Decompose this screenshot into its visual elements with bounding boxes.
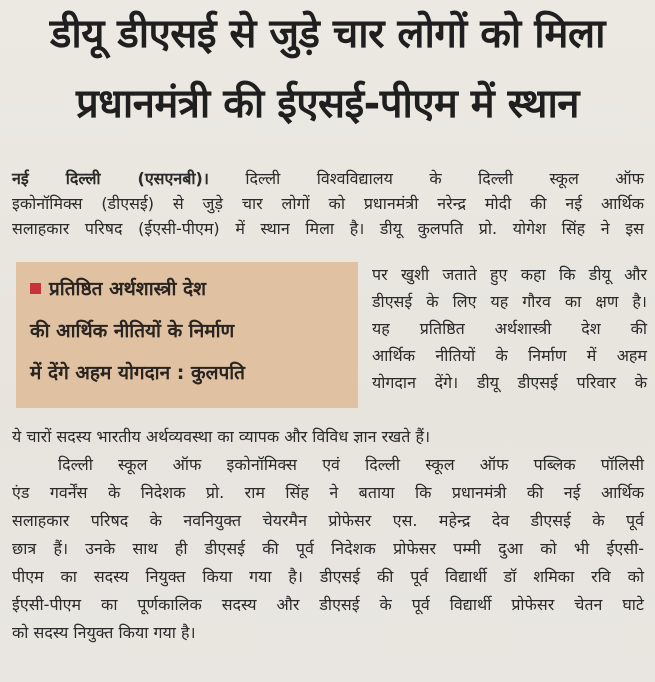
dateline: नई दिल्ली (एसएनबी)। <box>12 169 209 188</box>
article-line-9: ये चारों सदस्य भारतीय अर्थव्यवस्था का व्यापक और विविध ज्ञान रखते हैं। <box>12 427 431 446</box>
pullquote-box <box>16 262 358 408</box>
pullquote-line-1-text: प्रतिष्ठित अर्थशास्त्री देश <box>49 278 207 300</box>
article-line-11: एंड गवर्नेंस के निदेशक प्रो. राम सिंह ने बताया कि प्रधानमंत्री की नई आर्थिक <box>12 483 644 502</box>
pullquote-line-3: में देंगे अहम योगदान : कुलपति <box>30 362 245 384</box>
article-line-8: योगदान देंगे। डीयू डीएसई परिवार के <box>372 373 647 392</box>
article-line-1 <box>12 166 644 191</box>
headline-line-1: डीयू डीएसई से जुड़े चार लोगों को मिला <box>50 11 605 57</box>
article-line-4: पर खुशी जताते हुए कहा कि डीयू और <box>372 265 647 284</box>
article-line-2: इकोनॉमिक्स (डीएसई) से जुड़े चार लोगों को प्रधानमंत्री नरेन्द्र मोदी की नई आर्थिक <box>12 194 644 213</box>
headline-line-2: प्रधानमंत्री की ईएसई-पीएम में स्थान <box>75 81 580 127</box>
pullquote-line-1 <box>30 272 206 306</box>
square-bullet-icon <box>30 283 41 294</box>
article-line-7: आर्थिक नीतियों के निर्माण में अहम <box>372 346 647 365</box>
article-line-6: यह प्रतिष्ठित अर्थशास्त्री देश की <box>372 319 647 338</box>
article-line-16: को सदस्य नियुक्त किया गया है। <box>12 623 196 642</box>
article-line-15: ईएसी-पीएम का पूर्णकालिक सदस्य और डीएसई के पूर्व विद्यार्थी प्रोफेसर चेतन घाटे <box>12 595 644 614</box>
article-line-10: दिल्ली स्कूल ऑफ इकोनॉमिक्स एवं दिल्ली स्कूल ऑफ पब्लिक पॉलिसी <box>58 455 644 474</box>
pullquote-line-2: की आर्थिक नीतियों के निर्माण <box>30 320 235 342</box>
article-line-14: पीएम का सदस्य नियुक्त किया गया है। डीएसई की पूर्व विद्यार्थी डॉ शमिका रवि को <box>12 567 644 586</box>
article-line-12: सलाहकार परिषद के नवनियुक्त चेयरमैन प्रोफेसर एस. महेन्द्र देव डीएसई के पूर्व <box>12 511 644 530</box>
article-line-5: डीएसई के लिए यह गौरव का क्षण है। <box>372 292 647 311</box>
article-line-1-text: दिल्ली विश्वविद्यालय के दिल्ली स्कूल ऑफ <box>245 169 644 188</box>
article-line-3: सलाहकार परिषद (ईएसी-पीएम) में स्थान मिला है। डीयू कुलपति प्रो. योगेश सिंह ने इस <box>12 219 644 238</box>
article-line-13: छात्र हैं। उनके साथ ही डीएसई की पूर्व निदेशक प्रोफेसर पम्मी दुआ को भी ईएसी- <box>12 539 644 558</box>
